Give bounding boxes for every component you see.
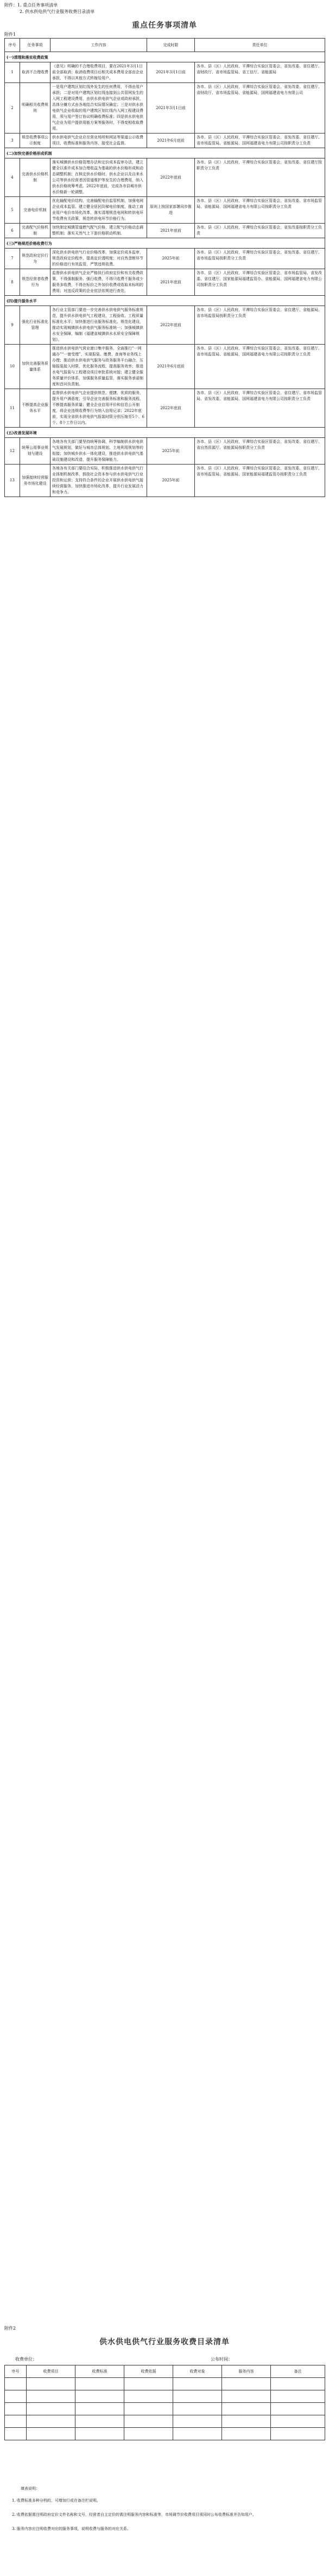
fee-cell <box>5 2403 27 2415</box>
task-no: 1 <box>5 62 20 83</box>
section-header <box>5 148 325 158</box>
fee-date-label: 公布时间： <box>211 2357 232 2362</box>
fee-cell <box>173 2390 222 2403</box>
task-table <box>4 38 325 497</box>
fee-cell <box>271 2378 325 2390</box>
section-title: (二)加快完善价格形成机制 <box>5 148 325 158</box>
section-title: (三)严格规范价格收费行为 <box>5 238 325 249</box>
fee-header-no: 序号 <box>5 2365 27 2378</box>
section-header <box>5 296 325 306</box>
task-deadline: 2021年3月1日前 <box>147 62 195 83</box>
header-item: 任务事项 <box>20 39 50 52</box>
fee-cell <box>124 2428 173 2440</box>
section-header <box>5 428 325 438</box>
task-no: 13 <box>5 465 20 497</box>
fee-cell <box>75 2390 124 2403</box>
note-item: 3. 服务内容应注明收费对应的服务事项，说明收费与服务的对应关系。 <box>12 2527 131 2531</box>
fee-cell <box>27 2378 75 2390</box>
section-title: (五)改善发展环境 <box>5 428 325 438</box>
task-row <box>5 269 325 296</box>
fee-row <box>5 2390 325 2403</box>
fee-cell <box>173 2403 222 2415</box>
task-content: 监督供水供电供气企业提供规范、便捷、优质的服务，提升用户满意度；引导企业完善服务标准和服务流程，不断提高服务质量；健全企业信用评价和信息公开制度，将企业违规收费等行为纳入信用记录；2022年底前，实现全省供水供电供气报装时限分别压缩至5个、6个、8个工作日以内。 <box>50 389 147 428</box>
header-deadline: 完成时限 <box>147 39 195 52</box>
fee-header-standard: 收费标准 <box>75 2365 124 2378</box>
fee-cell <box>271 2415 325 2428</box>
fee-cell <box>173 2428 222 2440</box>
task-no: 12 <box>5 438 20 465</box>
task-content: 《意见》明确的不合理收费项目，要在2021年3月1日前全部取消；取消收费项目后相关成本费用全部由企业承担，不得以其他方式转嫁给用户。 <box>50 62 147 83</box>
fee-list-title: 供水供电供气行业服务收费目录清单 <box>99 2338 230 2346</box>
header-content: 工作内容 <box>50 39 147 52</box>
task-deadline: 2025年前 <box>147 249 195 269</box>
task-no: 3 <box>5 133 20 148</box>
task-content: 供水供电供气企业应在营业场所和网站等渠道公示收费项目、收费标准和服务内容，接受社会监督。 <box>50 133 147 148</box>
fee-cell <box>173 2378 222 2390</box>
fee-cell <box>222 2415 271 2428</box>
task-units: 各市、县（区）人民政府，平潭综合实验区管委会，省发改委、省住建厅、省市场监管局、省能源局、国家能源局福建监管办按职责分工负责 <box>195 465 325 497</box>
task-deadline: 2021年底前 <box>147 269 195 296</box>
task-table-header <box>5 39 325 52</box>
fee-cell <box>27 2428 75 2440</box>
task-content: 一是用户建筑区划红线外发生的任何费用，不得由用户承担；二是对用户建筑区划红线连接到公共管网发生的入网工程建设费用，由供水供电供气企业或政府承担，具体分摊方式由各地结合实际情况确定；三是对供水供电供气企业收取的用户建筑区划红线内入网工程建设费用，须与用户签订协议明确收费标准；四是供水供电供气企业为用户提供用能方案等服务时，不得变相收取费用。 <box>50 83 147 133</box>
task-no: 2 <box>5 83 20 133</box>
task-units: 各市、县（区）人民政府，平潭综合实验区管委会，省发改委、省住建厅、省市场监管局、省能源局，国网福建省电力有限公司按职责分工负责 <box>195 133 325 148</box>
task-item: 加强接续经营服务市场化建设 <box>20 465 50 497</box>
task-content: 深化供水供电供气行业价格改革，加强定价成本监审，规范政府定价程序，提高定价透明度；对自然垄断环节的价格进行有效监管，严禁违规收费。 <box>50 249 147 269</box>
attachment-line-2: 2. 供水供电供气行业服务收费目录清单 <box>20 9 95 14</box>
task-content: 推进供水供电供气营业窗口集中服务，全面推行“一网通办”“一窗受理”，实现报装、缴费、查询等业务线上办理；推动供水供电供气服务与政务服务平台融合，压缩报装接入时限，优化服务流程，提高服务效率；推进水电气报装与工程建设项目审批系统对接；建立健全服务质量评价体系，加强服务质量监管，落实服务承诺制度和首问负责制。 <box>50 345 147 389</box>
task-item: 统筹公用事业规划与建设 <box>20 438 50 465</box>
task-content: 优化输配电价结构，完善输配电价监管机制，加强电网企业成本监管。建立健全居民阶梯电价制度，推动工商业用户电价市场化改革，落实清理规范电网和转供电环节收费有关政策，规范转供电环节价格行为。 <box>50 197 147 224</box>
fee-cell <box>5 2378 27 2390</box>
task-content: 加快制定城镇管道燃气配气价格，建立配气价格动态调整机制；落实天然气上下游价格联动机制。 <box>50 224 147 238</box>
fee-row <box>5 2378 325 2390</box>
task-units: 各市、县（区）人民政府，平潭综合实验区管委会，省发改委、省住建厅按职责分工负责 <box>195 158 325 197</box>
fee-cell <box>5 2415 27 2428</box>
fee-meta <box>4 2355 325 2365</box>
task-no: 6 <box>5 224 20 238</box>
section-title: (四)提升服务水平 <box>5 296 325 306</box>
task-no: 10 <box>5 345 20 389</box>
section-header <box>5 52 325 62</box>
fee-cell <box>124 2390 173 2403</box>
task-deadline: 2025年前 <box>147 465 195 497</box>
task-units: 各市、县（区）人民政府，平潭综合实验区管委会，省住建厅、省能源局、省市场监管局按职责分工负责 <box>195 306 325 345</box>
section-title: (一)清理和落实收费政策 <box>5 52 325 62</box>
task-units: 各市、县（区）人民政府，平潭综合实验区管委会，省发改委、省市场监管局、省能源局，国网福建省电力有限公司按职责分工负责 <box>195 197 325 224</box>
task-units: 各市、县（区）人民政府，平潭综合实验区管委会，省发改委、省住建厅、省财政厅、省市场监管局、省工信厅、省能源局 <box>195 62 325 83</box>
fee-cell <box>27 2403 75 2415</box>
task-row <box>5 83 325 133</box>
task-units: 各市、县（区）人民政府，平潭综合实验区管委会，省住建厅、省市场监管局、省发改委、省能源局，国网福建省电力有限公司按职责分工负责 <box>195 389 325 428</box>
task-item: 完善配气价格机制 <box>20 224 50 238</box>
task-no: 8 <box>5 269 20 296</box>
task-no: 9 <box>5 306 20 345</box>
task-deadline: 2021年3月1日前 <box>147 83 195 133</box>
fee-section <box>4 2355 325 2440</box>
fee-cell <box>124 2378 173 2390</box>
fee-cell <box>222 2403 271 2415</box>
task-item: 完善电价机制 <box>20 197 50 224</box>
header-units: 责任单位 <box>195 39 325 52</box>
sheet2-label: 附件2 <box>4 2326 16 2331</box>
fee-header-basis: 收费依据 <box>124 2365 173 2378</box>
notes-header: 填表说明： <box>21 2486 40 2491</box>
attachment-list <box>4 2 94 15</box>
fee-row <box>5 2428 325 2440</box>
task-content: 各行业主管部门要进一步完善供水供电供气服务标准规范，提升供水供电供气工程建设、工程验收、工程质量标准化水平；加快推进行业服务标准化、规范化建设，推动实现城镇供水供电供气服务标准统一；加强城镇供水安全保障，编制《福建省城镇供水水质安全保障规划》。 <box>50 306 147 345</box>
task-row <box>5 62 325 83</box>
note-item: 1. 收费标准多种分档的，可增加行或在备注栏说明。 <box>12 2498 100 2503</box>
task-no: 11 <box>5 389 20 428</box>
fee-table-header <box>5 2365 325 2378</box>
task-deadline: 2021年底前 <box>147 224 195 238</box>
task-units: 各市、县（区）人民政府，平潭综合实验区管委会，省发改委、省住建厅、省市场监管局、省能源局，国网福建省电力有限公司按职责分工负责 <box>195 345 325 389</box>
task-item: 规范收费事项公示制度 <box>20 133 50 148</box>
fee-header-item: 收费项目 <box>27 2365 75 2378</box>
task-item: 完善供水价格机制 <box>20 158 50 197</box>
task-units: 各市、县（区）人民政府，平潭综合实验区管委会，省发改委、省住建厅、省市场监管局按职责分工负责 <box>195 249 325 269</box>
task-content: 落实城镇供水价格管理办法和定价成本监审办法，建立健全以准许成本加合理收益为基础的供水价格形成和动态调整机制；在核定供水价格时，供水企业以及自来水公司等供水经营者因管道维护等发生的合理费用，纳入供水价格统筹考虑。2022年底前，完成各市县城市供水价格新一轮调整。 <box>50 158 147 197</box>
fee-cell <box>5 2428 27 2440</box>
task-row <box>5 345 325 389</box>
task-row <box>5 306 325 345</box>
fee-cell <box>75 2403 124 2415</box>
task-item: 不断提高企业服务水平 <box>20 389 50 428</box>
fee-cell <box>222 2390 271 2403</box>
fee-cell <box>5 2390 27 2403</box>
task-row <box>5 158 325 197</box>
task-row <box>5 133 325 148</box>
task-no: 4 <box>5 158 20 197</box>
task-row <box>5 438 325 465</box>
fee-cell <box>173 2415 222 2428</box>
task-deadline: 2021年6月底前 <box>147 133 195 148</box>
task-content: 监督供水供电供气企业严格执行政府定价和有关收费政策，不得强制服务、强行收费，不得只收费不服务或少服务多收费，不得在标价之外加价收费或收取未标明的费用；对违反政策的企业依法依规进行查处。 <box>50 269 147 296</box>
task-item: 加快完善服务质量体系 <box>20 345 50 389</box>
task-deadline: 原则上按国家部署同步推进 <box>147 197 195 224</box>
task-deadline: 2021年6月底前 <box>147 345 195 389</box>
fee-cell <box>27 2390 75 2403</box>
fee-cell <box>75 2378 124 2390</box>
fee-row <box>5 2403 325 2415</box>
task-item: 强化行业标准化管理 <box>20 306 50 345</box>
fee-header-target: 收费对象 <box>173 2365 222 2378</box>
notes <box>4 2485 325 2540</box>
fee-cell <box>271 2403 325 2415</box>
task-row <box>5 197 325 224</box>
task-row <box>5 389 325 428</box>
fee-cell <box>124 2403 173 2415</box>
fee-cell <box>27 2415 75 2428</box>
task-units: 各市、县（区）人民政府，平潭综合实验区管委会，省发改委、省住建厅、省财政厅、省市场监管局、省能源局，国网福建省电力有限公司 <box>195 83 325 133</box>
fee-table <box>4 2365 325 2440</box>
task-item: 取消不合理收费 <box>20 62 50 83</box>
task-units: 各市、县（区）人民政府，平潭综合实验区管委会，省发改委按职责分工负责 <box>195 224 325 238</box>
header-no: 序号 <box>5 39 20 52</box>
task-row <box>5 224 325 238</box>
fee-cell <box>271 2428 325 2440</box>
task-no: 5 <box>5 197 20 224</box>
fee-cell <box>124 2415 173 2428</box>
task-list-title: 重点任务事项清单 <box>132 21 197 30</box>
note-item: 2. 收费依据需注明政府定价文件名称和文号，经营者自主定价的需注明服务内容和标准等，市场调节价收费项目须同时公布收费标准并告知用户。 <box>12 2513 256 2517</box>
fee-cell <box>222 2428 271 2440</box>
task-content: 各地各有关部门要结合实际，积极推进供水供电供气行业体制机制改革，鼓励社会资本参与供水供电供气行业投资和运营；支持符合条件的企业开展供水供电供气接续经营服务，加快推进市场化改革，提升行业发展活力和竞争力。 <box>50 465 147 497</box>
fee-header-service: 服务内容 <box>222 2365 271 2378</box>
task-deadline: 2022年底前 <box>147 389 195 428</box>
fee-cell <box>75 2415 124 2428</box>
task-deadline: 2022年底前 <box>147 158 195 197</box>
task-row <box>5 249 325 269</box>
task-item: 规范经营者收费行为 <box>20 269 50 296</box>
task-content: 各地各有关部门要坚持统筹协调，科学编制供水供电供气发展规划，做好与城市总体规划、土地利用规划等的衔接；加快城乡供水一体化建设，推进供水供电供气基础设施建设和改造，提升服务保障能力。 <box>50 438 147 465</box>
attachment-line-1: 附件：1. 重点任务事项清单 <box>4 3 58 8</box>
task-item: 明确相关收费规则 <box>20 83 50 133</box>
sheet1-label: 附件1 <box>4 32 16 37</box>
task-no: 7 <box>5 249 20 269</box>
task-deadline: 2022年底前 <box>147 306 195 345</box>
fee-cell <box>222 2378 271 2390</box>
fee-cell <box>271 2390 325 2403</box>
fee-row <box>5 2415 325 2428</box>
task-item: 规范政府定价行为 <box>20 249 50 269</box>
fee-header-remark: 备注 <box>271 2365 325 2378</box>
fee-cell <box>75 2428 124 2440</box>
task-row <box>5 465 325 497</box>
task-deadline: 2025年前 <box>147 438 195 465</box>
section-header <box>5 238 325 249</box>
task-units: 各市、县（区）人民政府，平潭综合实验区管委会，省发改委、省住建厅、省自然资源厅、省能源局按职责分工负责 <box>195 438 325 465</box>
task-units: 各市、县（区）人民政府，平潭综合实验区管委会，省市场监管局、省发改委、省住建厅、国家能源局福建监管办、省能源局，国网福建省电力有限公司按职责分工负责 <box>195 269 325 296</box>
fee-unit-label: 收费单位： <box>15 2357 37 2362</box>
